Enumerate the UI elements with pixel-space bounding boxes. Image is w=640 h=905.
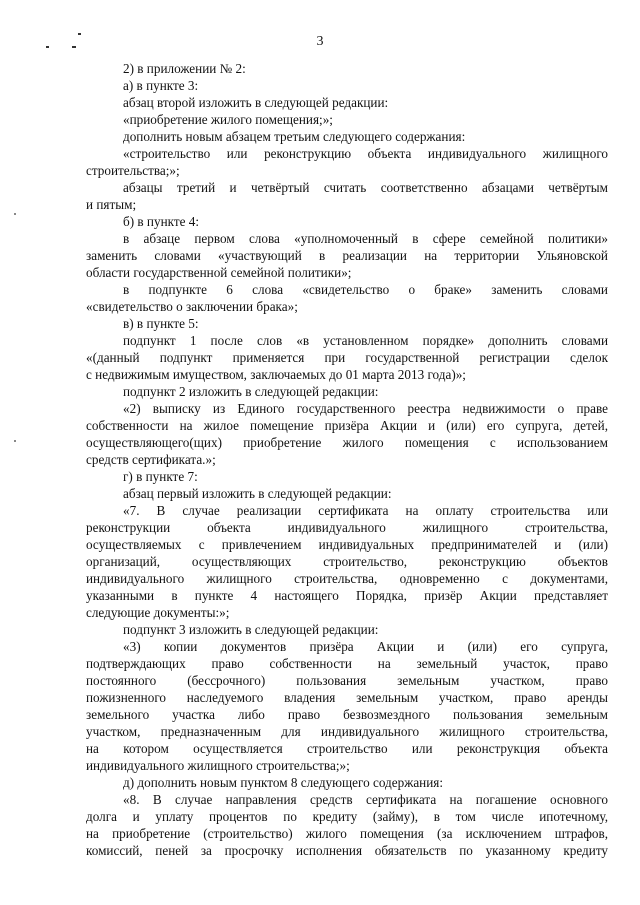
text-line: д) дополнить новым пунктом 8 следующего содержания: bbox=[123, 775, 444, 790]
text-line: с недвижимым имуществом, заключаемых до 01 марта 2013 года)»; bbox=[86, 367, 466, 382]
text-line: индивидуального жилищного строительства;»; bbox=[86, 758, 350, 773]
text-line: «2) выписку из Единого государственного реестра недвижимости о праве bbox=[123, 401, 608, 416]
text-line: подпункт 2 изложить в следующей редакции: bbox=[123, 384, 379, 399]
text-line: г) в пункте 7: bbox=[123, 469, 198, 484]
text-line: заменить словами «участвующий в реализации на территории Ульяновской bbox=[86, 248, 608, 263]
text-line: «(данный подпункт применяется при государственной регистрации сделок bbox=[86, 350, 608, 365]
text-line: подтверждающих право собственности на земельный участок, право bbox=[86, 656, 608, 671]
text-line: «7. В случае реализации сертификата на оплату строительства или bbox=[123, 503, 608, 518]
margin-tick bbox=[14, 440, 16, 442]
text-line: долга и уплату процентов по кредиту (займу), в том числе ипотечному, bbox=[86, 809, 608, 824]
text-line: комиссий, пеней за просрочку исполнения обязательств по указанному кредиту bbox=[86, 843, 608, 858]
text-line: средств сертификата.»; bbox=[86, 452, 216, 467]
text-line: «3) копии документов призёра Акции и (или) его супруга, bbox=[123, 639, 608, 654]
text-line: а) в пункте 3: bbox=[123, 78, 199, 93]
text-line: пожизненного наследуемого владения земельным участком, право аренды bbox=[86, 690, 608, 705]
text-line: б) в пункте 4: bbox=[123, 214, 200, 229]
text-line: организаций, осуществляющих строительство, реконструкцию объектов bbox=[86, 554, 608, 569]
text-line: индивидуального жилищного строительства, одновременно с документами, bbox=[86, 571, 608, 586]
text-line: собственности на жилое помещение призёра Акции и (или) его супруга, детей, bbox=[86, 418, 608, 433]
margin-tick bbox=[14, 213, 16, 215]
text-line: реконструкции объекта индивидуального жилищного строительства, bbox=[86, 520, 608, 535]
text-line: строительства;»; bbox=[86, 163, 180, 178]
text-line: 2) в приложении № 2: bbox=[123, 61, 246, 76]
text-line: области государственной семейной политики»; bbox=[86, 265, 352, 280]
text-line: земельного участка либо право безвозмездного пользования земельным bbox=[86, 707, 608, 722]
text-line: в) в пункте 5: bbox=[123, 316, 199, 331]
text-line: дополнить новым абзацем третьим следующего содержания: bbox=[123, 129, 466, 144]
text-line: в абзаце первом слова «уполномоченный в сфере семейной политики» bbox=[123, 231, 608, 246]
text-line: участком, предназначенным для индивидуального жилищного строительства, bbox=[86, 724, 608, 739]
text-line: в подпункте 6 слова «свидетельство о браке» заменить словами bbox=[123, 282, 608, 297]
text-line: указанными в пункте 4 настоящего Порядка, призёр Акции представляет bbox=[86, 588, 608, 603]
text-line: «8. В случае направления средств сертификата на погашение основного bbox=[123, 792, 608, 807]
text-line: следующие документы:»; bbox=[86, 605, 230, 620]
text-line: абзац второй изложить в следующей редакции: bbox=[123, 95, 389, 110]
text-line: абзацы третий и четвёртый считать соответственно абзацами четвёртым bbox=[123, 180, 608, 195]
text-line: подпункт 1 после слов «в установленном порядке» дополнить словами bbox=[123, 333, 608, 348]
text-line: и пятым; bbox=[86, 197, 137, 212]
page-number: 3 bbox=[316, 34, 324, 49]
text-line: абзац первый изложить в следующей редакции: bbox=[123, 486, 392, 501]
text-line: «свидетельство о заключении брака»; bbox=[86, 299, 298, 314]
text-line: подпункт 3 изложить в следующей редакции: bbox=[123, 622, 379, 637]
text-line: осуществляемых с привлечением индивидуальных предпринимателей и (или) bbox=[86, 537, 608, 552]
text-line: «строительство или реконструкцию объекта индивидуального жилищного bbox=[123, 146, 608, 161]
text-line: постоянного (бессрочного) пользования земельным участком, право bbox=[86, 673, 608, 688]
text-line: осуществляющего(щих) приобретение жилого помещения с использованием bbox=[86, 435, 608, 450]
text-line: на приобретение (строительство) жилого помещения (за исключением штрафов, bbox=[86, 826, 608, 841]
text-line: «приобретение жилого помещения;»; bbox=[123, 112, 333, 127]
text-line: на котором осуществляется строительство или реконструкция объекта bbox=[86, 741, 608, 756]
